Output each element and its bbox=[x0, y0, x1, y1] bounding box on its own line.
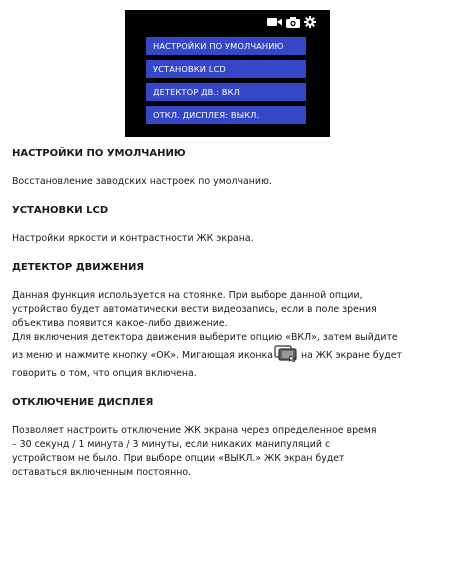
gear-icon bbox=[304, 16, 316, 28]
section-text-line: Настройки яркости и контрастности ЖК экрана. bbox=[12, 233, 254, 244]
device-screen bbox=[125, 10, 330, 137]
status-icons bbox=[267, 15, 316, 29]
settings-menu bbox=[146, 37, 306, 129]
section-title: ДЕТЕКТОР ДВИЖЕНИЯ bbox=[12, 262, 145, 273]
section-title: УСТАНОВКИ LCD bbox=[12, 205, 109, 216]
section-text-fragment: из меню и нажмите кнопку «ОК». Мигающая иконка bbox=[12, 350, 273, 361]
section-text-line: оставаться включенным постоянно. bbox=[12, 467, 192, 478]
section-text-line: устройством не было. При выборе опции «ВЫКЛ.» ЖК экран будет bbox=[12, 453, 345, 464]
section-title: НАСТРОЙКИ ПО УМОЛЧАНИЮ bbox=[12, 148, 186, 159]
menu-item-lcd-settings[interactable]: УСТАНОВКИ LCD bbox=[146, 60, 306, 78]
section-text-line: устройство будет автоматически вести видеозапись, если в поле зрения bbox=[12, 304, 377, 315]
section-lcd-settings bbox=[12, 204, 448, 246]
photo-camera-icon bbox=[286, 17, 300, 28]
menu-item-default-settings[interactable]: НАСТРОЙКИ ПО УМОЛЧАНИЮ bbox=[146, 37, 306, 55]
menu-item-motion-detector[interactable]: ДЕТЕКТОР ДВ.: ВКЛ bbox=[146, 83, 306, 101]
section-text-line-with-icon bbox=[12, 345, 448, 367]
menu-item-display-off[interactable]: ОТКЛ. ДИСПЛЕЯ: ВЫКЛ. bbox=[146, 106, 306, 124]
section-text-fragment: на ЖК экране будет bbox=[300, 350, 402, 361]
manual-content bbox=[12, 147, 448, 480]
section-text-line: Позволяет настроить отключение ЖК экрана через определенное время bbox=[12, 425, 377, 436]
section-text-line: Данная функция используется на стоянке. При выборе данной опции, bbox=[12, 290, 363, 301]
section-title: ОТКЛЮЧЕНИЕ ДИСПЛЕЯ bbox=[12, 397, 154, 408]
section-motion-detector bbox=[12, 261, 448, 381]
section-text-line: Восстановление заводских настроек по умолчанию. bbox=[12, 176, 272, 187]
motion-detect-icon bbox=[274, 345, 300, 367]
section-text-line: – 30 секунд / 1 минута / 3 минуты, если никаких манипуляций с bbox=[12, 439, 331, 450]
section-text-line: говорить о том, что опция включена. bbox=[12, 368, 197, 379]
section-default-settings bbox=[12, 147, 448, 189]
section-text-line: Для включения детектора движения выберите опцию «ВКЛ», затем выйдите bbox=[12, 332, 398, 343]
section-text-line: объектива появится какое-либо движение. bbox=[12, 318, 228, 329]
section-display-off bbox=[12, 396, 448, 480]
video-camera-icon bbox=[267, 17, 282, 27]
